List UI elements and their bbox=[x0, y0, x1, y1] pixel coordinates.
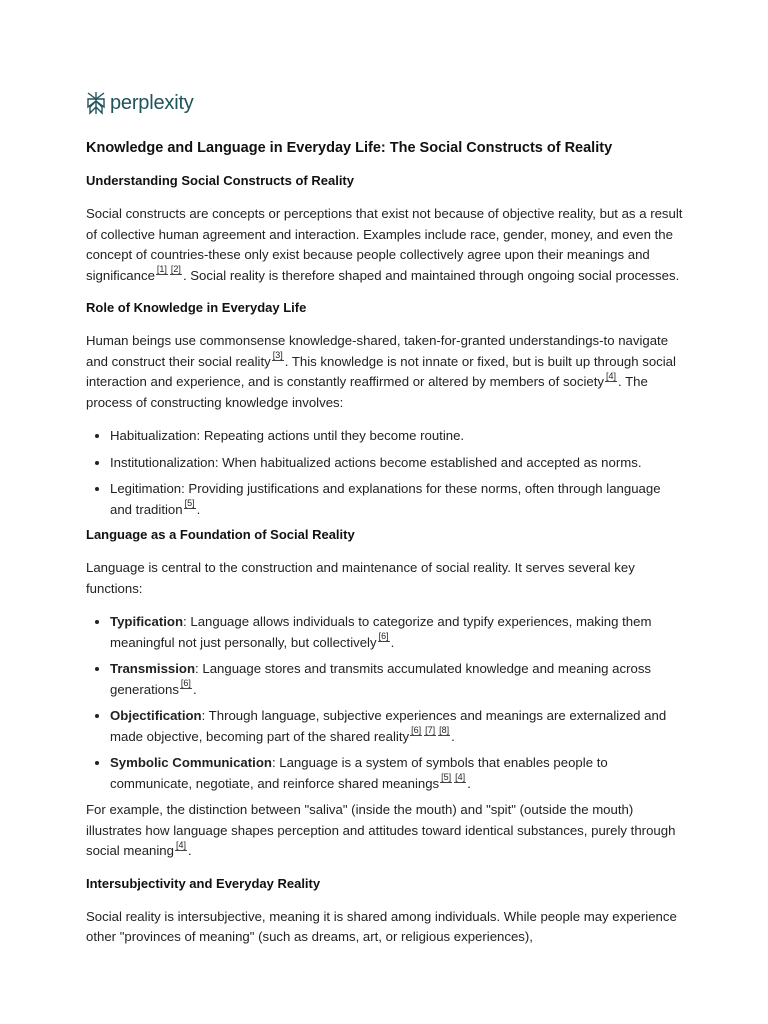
paragraph bbox=[86, 331, 686, 413]
list-item: • Transmission: Language stores and transmits accumulated knowledge and meaning across generations [6] . bbox=[110, 659, 686, 700]
citation-link[interactable]: [6] bbox=[378, 631, 389, 642]
text-run: Human beings use commonsense knowledge-shared, taken-for-granted understandings-to navigate and construct their social reality bbox=[86, 333, 669, 369]
list-item: • Legitimation: Providing justifications and explanations for these norms, often through language and tradition [5] . bbox=[110, 479, 686, 520]
text-run: . This knowledge is not innate or fixed, but is built up through social interaction and experience, and is constantly reaffirmed or altered by members of society bbox=[86, 353, 676, 389]
section-heading: Role of Knowledge in Everyday Life bbox=[86, 300, 307, 315]
list-item: • Typification: Language allows individuals to categorize and typify experiences, making them meaningful not just personally, but collectively [6] . bbox=[110, 612, 686, 653]
paragraph bbox=[86, 204, 686, 286]
citation-link[interactable]: [7] bbox=[425, 725, 436, 736]
bullet-list bbox=[86, 612, 686, 794]
citation-link[interactable]: [3] bbox=[272, 350, 283, 361]
section-heading: Intersubjectivity and Everyday Reality bbox=[86, 875, 321, 891]
citation-link[interactable]: [4] bbox=[175, 839, 186, 850]
text-run: . Social reality is therefore shaped and maintained through ongoing social processes. bbox=[182, 267, 680, 283]
perplexity-logo-icon bbox=[86, 91, 106, 115]
citation-link[interactable]: [5] bbox=[184, 498, 195, 509]
list-item: • Objectification: Through language, subjective experiences and meanings are externalized and made objective, becoming part of the shared reality [6] [7] [8] . bbox=[110, 706, 686, 747]
citation-link[interactable]: [4] bbox=[606, 370, 617, 381]
list-item: • Habitualization: Repeating actions until they become routine. bbox=[110, 426, 686, 447]
paragraph: Language is central to the construction and maintenance of social reality. It serves several key functions: bbox=[86, 560, 635, 596]
citation-link[interactable]: [8] bbox=[439, 725, 450, 736]
citation-link[interactable]: [4] bbox=[455, 772, 466, 783]
citation-link[interactable]: [6] bbox=[411, 725, 422, 736]
citation-link[interactable]: [2] bbox=[170, 264, 181, 275]
citation-link[interactable]: [1] bbox=[156, 264, 167, 275]
list-item: • Institutionalization: When habitualized actions become established and accepted as norms. bbox=[110, 453, 686, 474]
text-run: . The process of constructing knowledge involves: bbox=[86, 374, 648, 410]
document-body bbox=[86, 172, 686, 961]
brand-name: perplexity bbox=[110, 91, 194, 114]
bullet-list bbox=[86, 426, 686, 520]
paragraph: For example, the distinction between "saliva" (inside the mouth) and "spit" (outside the mouth) illustrates how language shapes perception and attitudes toward identical substances, purely through social meaning [4] . bbox=[86, 802, 676, 858]
brand-logo[interactable] bbox=[86, 90, 194, 116]
citation-link[interactable]: [6] bbox=[180, 678, 191, 689]
list-item: • Symbolic Communication: Language is a system of symbols that enables people to communicate, negotiate, and reinforce shared meanings [5] [4] . bbox=[110, 753, 686, 794]
text-run: Legitimation: Providing justifications and explanations for these norms, often through language and tradition bbox=[110, 481, 661, 517]
citation-link[interactable]: [5] bbox=[441, 772, 452, 783]
text-run: Social constructs are concepts or perceptions that exist not because of objective reality, but as a result of collective human agreement and interaction. Examples include race, gender, money, and even the concept of countries-these only exist because people collectively agree upon their meanings and significance bbox=[86, 206, 683, 283]
section-heading: Understanding Social Constructs of Reality bbox=[86, 173, 354, 188]
section-heading: Language as a Foundation of Social Reality bbox=[86, 527, 355, 542]
page-title: Knowledge and Language in Everyday Life: The Social Constructs of Reality bbox=[86, 140, 613, 156]
paragraph: Social reality is intersubjective, meaning it is shared among individuals. While people may experience other "provinces of meaning" (such as dreams, art, or religious experiences), bbox=[86, 908, 677, 944]
